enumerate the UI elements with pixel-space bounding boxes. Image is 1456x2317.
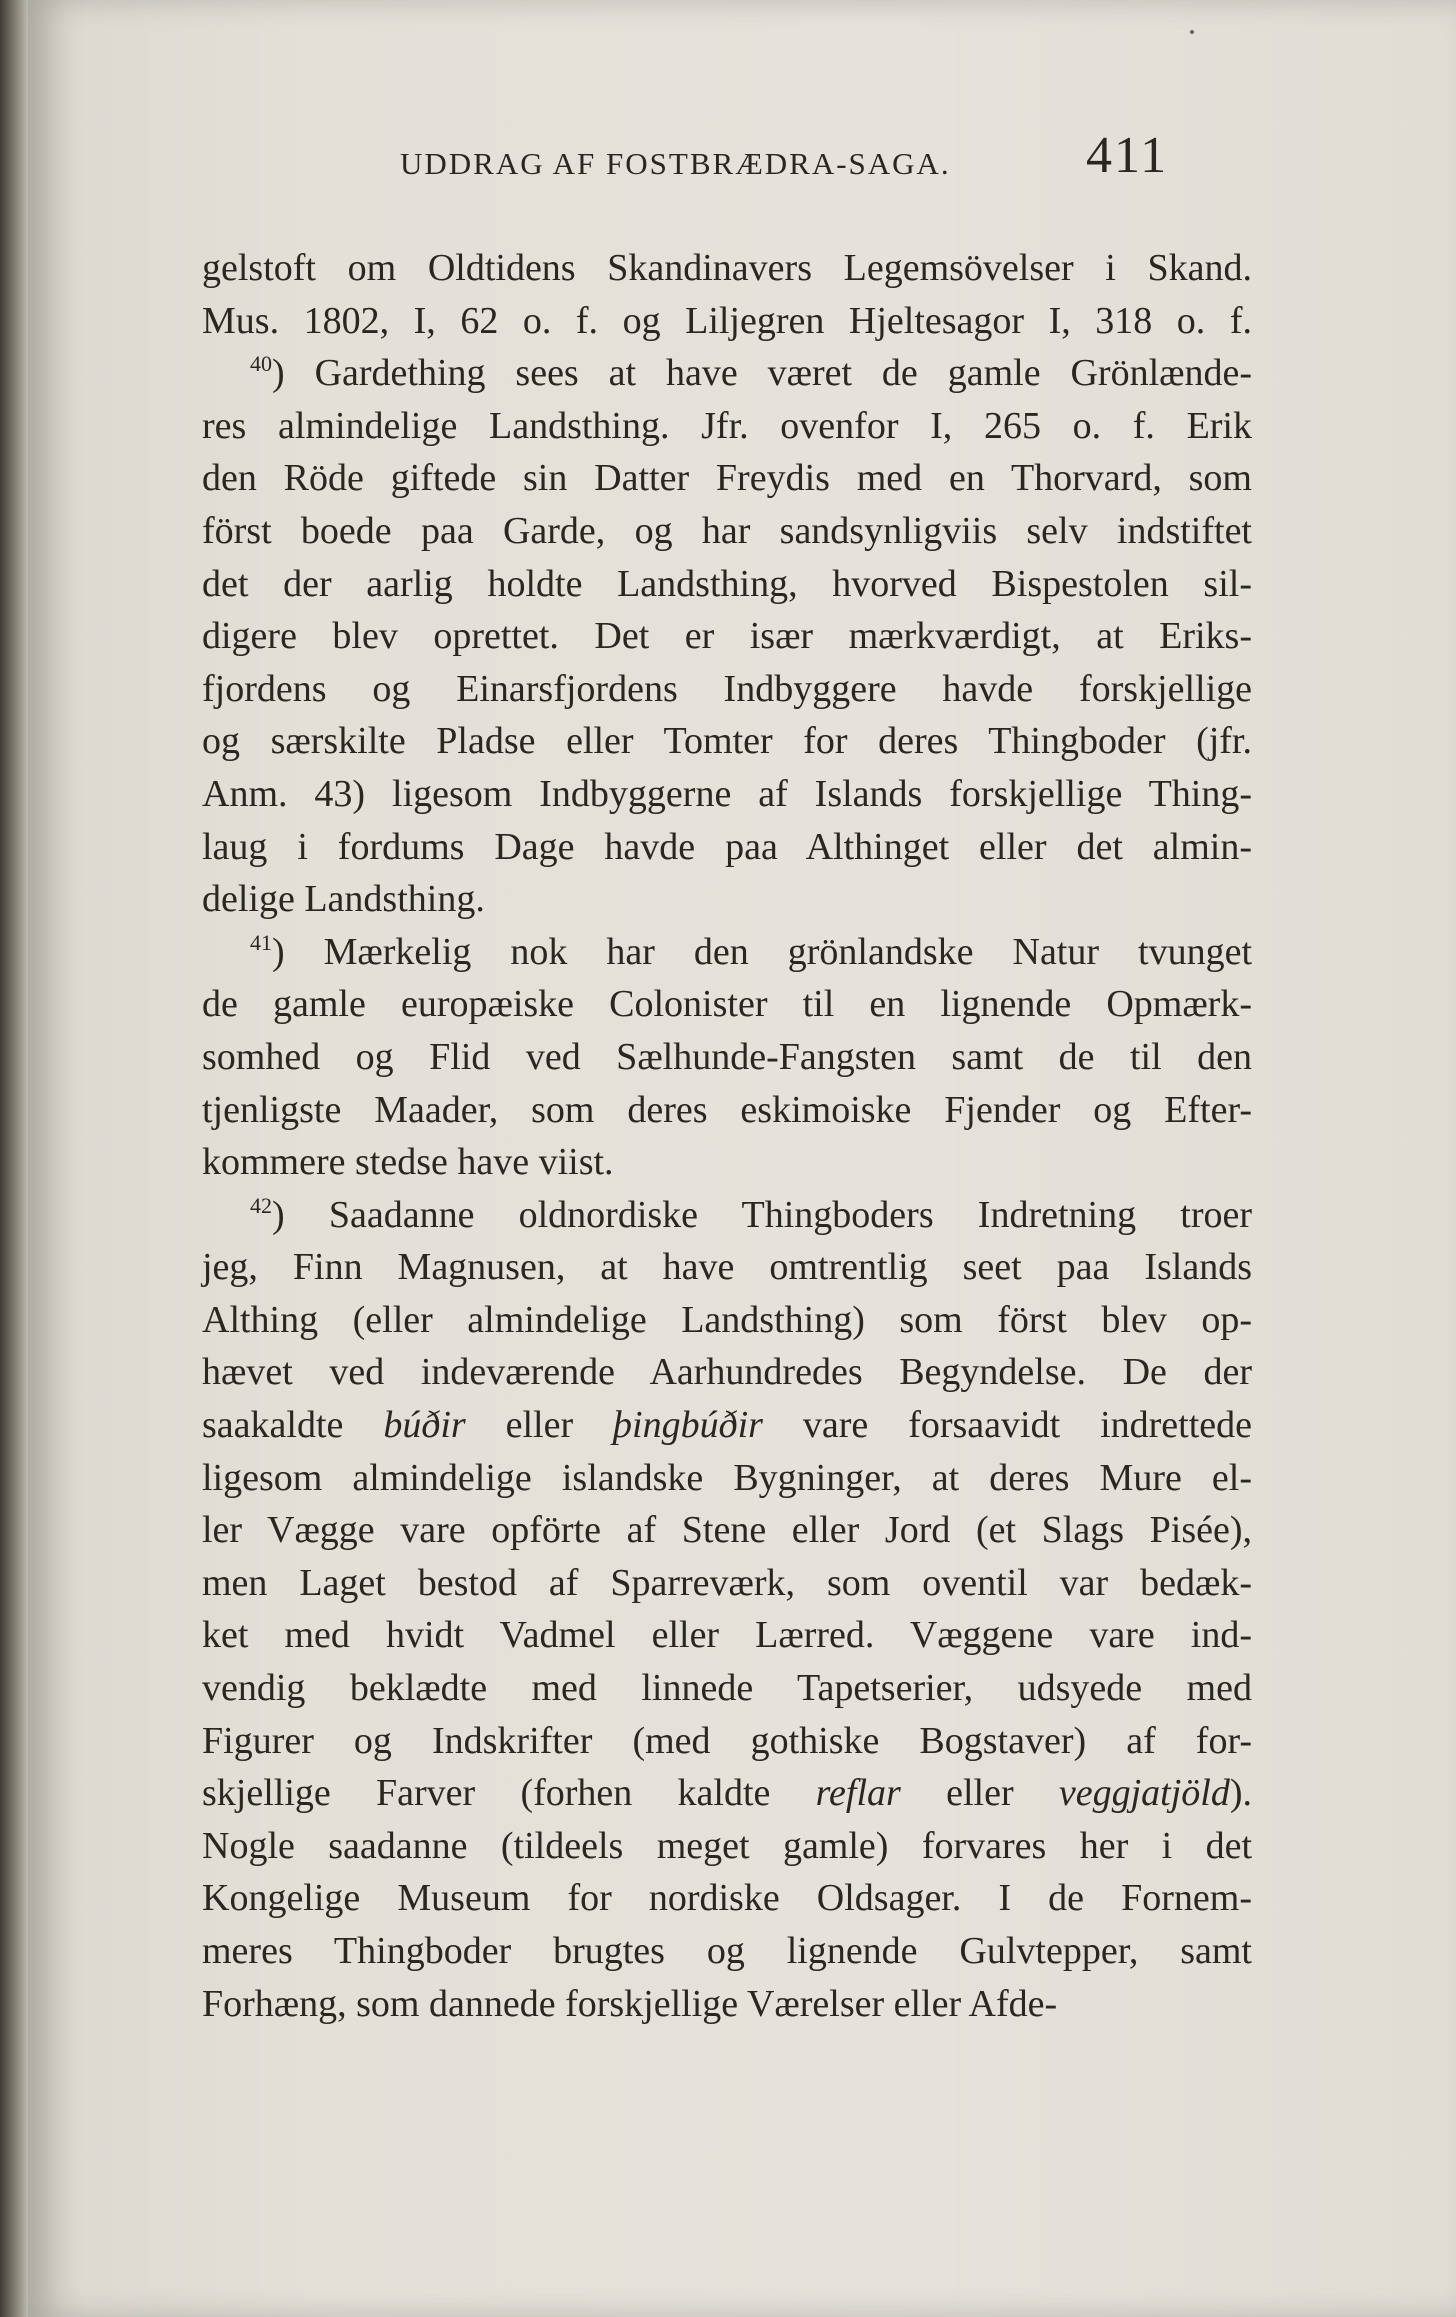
text-line: hævet ved indeværende Aarhundredes Begyndelse. De der — [202, 1351, 1252, 1394]
text-line: Althing (eller almindelige Landsthing) som först blev op- — [202, 1298, 1252, 1341]
text-line: Anm. 43) ligesom Indbyggerne af Islands forskjellige Thing- — [202, 772, 1252, 815]
text-line: Figurer og Indskrifter (med gothiske Bogstaver) af for- — [202, 1719, 1252, 1762]
text-line: meres Thingboder brugtes og lignende Gulvtepper, samt — [202, 1930, 1252, 1972]
text-line: somhed og Flid ved Sælhunde-Fangsten samt de til den — [202, 1035, 1252, 1078]
text-segment: ) Mærkelig nok har den grönlandske Natur tvunget — [272, 930, 1252, 973]
text-line — [202, 1767, 1252, 1820]
italic-term: búðir — [383, 1404, 466, 1447]
text-line: Kongelige Museum for nordiske Oldsager. I de Fornem- — [202, 1877, 1252, 1920]
text-line: de gamle europæiske Colonister til en lignende Opmærk- — [202, 983, 1252, 1026]
text-segment: skjellige Farver (forhen kaldte — [202, 1772, 816, 1815]
text-segment: eller — [465, 1404, 614, 1447]
running-head: UDDRAG AF FOSTBRÆDRA-SAGA. — [400, 146, 951, 181]
paper-speck — [1190, 30, 1194, 34]
book-gutter — [0, 0, 28, 2317]
text-segment: ). — [1229, 1772, 1252, 1815]
text-line: jeg, Finn Magnusen, at have omtrentlig seet paa Islands — [202, 1246, 1252, 1289]
text-line: men Laget bestod af Sparreværk, som oventil var bedæk- — [202, 1561, 1252, 1604]
text-line: det der aarlig holdte Landsthing, hvorved Bispestolen sil- — [202, 562, 1252, 605]
book-page — [28, 0, 1456, 2317]
text-line: den Röde giftede sin Datter Freydis med en Thorvard, som — [202, 457, 1252, 500]
text-line — [202, 926, 1252, 979]
footnote-number: 42 — [250, 1192, 272, 1218]
text-line: först boede paa Garde, og har sandsynligviis selv indstiftet — [202, 509, 1252, 552]
text-line: fjordens og Einarsfjordens Indbyggere havde forskjellige — [202, 667, 1252, 710]
text-segment: ) Gardething sees at have været de gamle Grönlænde- — [272, 352, 1252, 395]
text-line: delige Landsthing. — [202, 878, 485, 921]
text-line: tjenligste Maader, som deres eskimoiske Fjender og Efter- — [202, 1088, 1252, 1131]
text-line: laug i fordums Dage havde paa Althinget eller det almin- — [202, 825, 1252, 868]
text-line: ler Vægge vare opförte af Stene eller Jord (et Slags Pisée), — [202, 1509, 1252, 1552]
italic-term: veggjatjöld — [1058, 1772, 1230, 1815]
text-line: Mus. 1802, I, 62 o. f. og Liljegren Hjeltesagor I, 318 o. f. — [202, 299, 1252, 342]
text-line: digere blev oprettet. Det er især mærkværdigt, at Eriks- — [202, 615, 1252, 658]
page-header — [374, 118, 1274, 198]
text-segment: vare forsaavidt indrettede — [762, 1404, 1252, 1447]
text-line: vendig beklædte med linnede Tapetserier, udsyede med — [202, 1667, 1252, 1710]
text-line: ket med hvidt Vadmel eller Lærred. Væggene vare ind- — [202, 1614, 1252, 1657]
text-line: kommere stedse have viist. — [202, 1141, 614, 1184]
body-text — [202, 242, 1252, 2030]
text-segment: saakaldte — [202, 1404, 384, 1447]
page-number: 411 — [1086, 127, 1169, 184]
text-line: gelstoft om Oldtidens Skandinavers Legemsövelser i Skand. — [202, 247, 1252, 289]
text-line — [202, 347, 1252, 400]
text-line — [202, 1189, 1252, 1242]
text-segment: ) Saadanne oldnordiske Thingboders Indretning troer — [272, 1193, 1252, 1236]
text-line — [202, 1399, 1252, 1452]
text-line: og særskilte Pladse eller Tomter for deres Thingboder (jfr. — [202, 720, 1252, 763]
text-line: Nogle saadanne (tildeels meget gamle) forvares her i det — [202, 1824, 1252, 1867]
text-line: ligesom almindelige islandske Bygninger, at deres Mure el- — [202, 1456, 1252, 1499]
footnote-number: 40 — [250, 351, 272, 377]
italic-term: þingbúðir — [613, 1404, 763, 1447]
text-line: res almindelige Landsthing. Jfr. ovenfor I, 265 o. f. Erik — [202, 404, 1252, 447]
footnote-number: 41 — [250, 929, 272, 955]
italic-term: reflar — [815, 1772, 901, 1815]
text-segment: eller — [900, 1772, 1059, 1815]
text-line: Forhæng, som dannede forskjellige Værelser eller Afde- — [202, 1982, 1058, 2025]
